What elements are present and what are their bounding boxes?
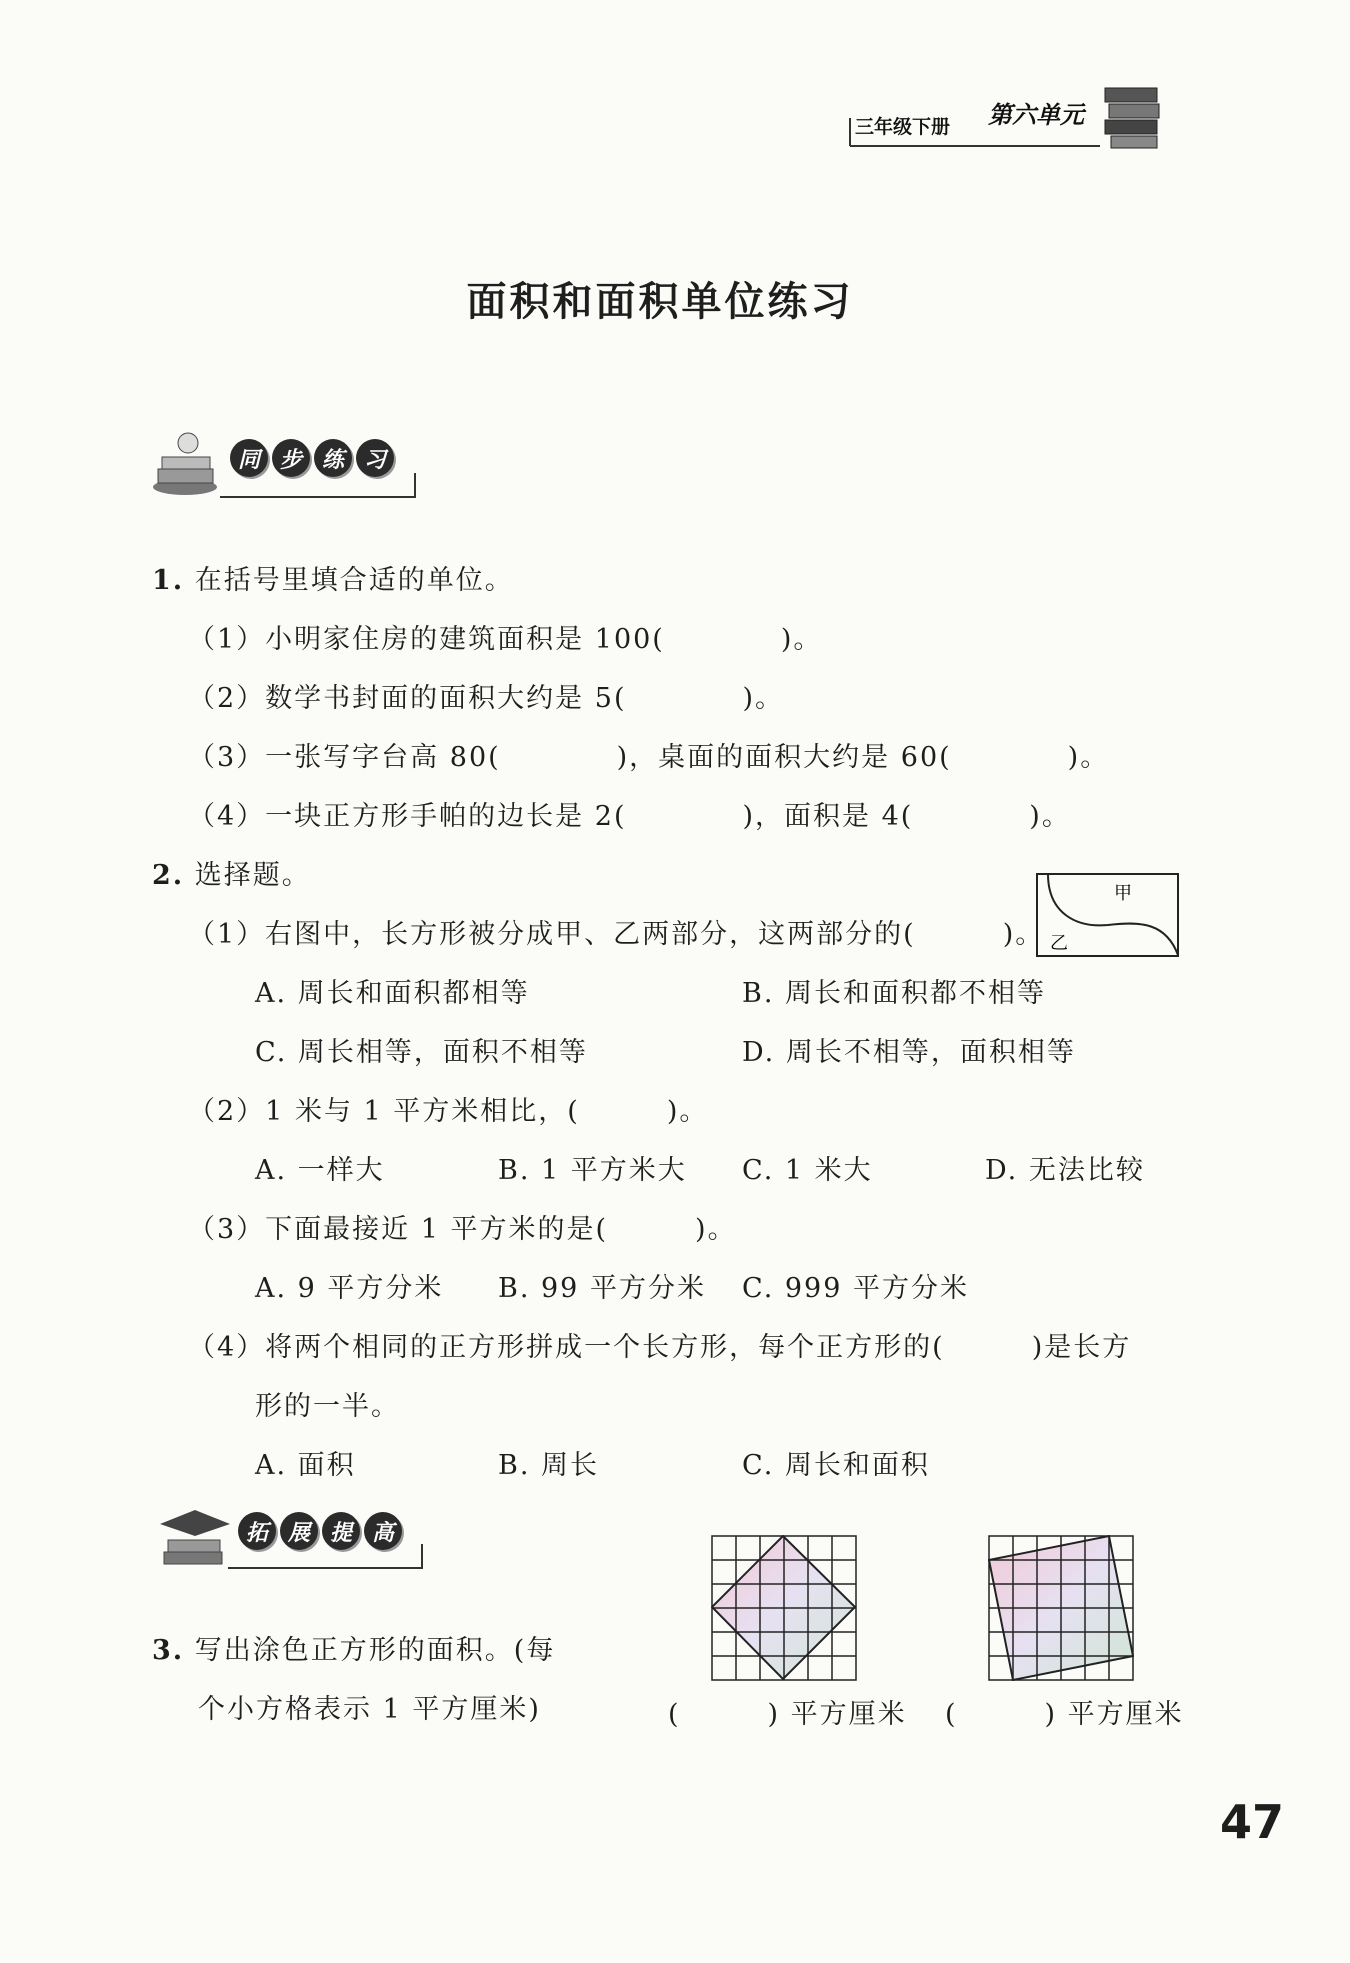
q2-sub4-line2: 形的一半。 bbox=[255, 1391, 400, 1422]
label-yi: 乙 bbox=[1050, 933, 1068, 954]
q2-sub2-option-d: D. 无法比较 bbox=[985, 1155, 1145, 1186]
grade-label: 三年级下册 bbox=[855, 116, 951, 138]
q2-sub3-option-b: B. 99 平方分米 bbox=[498, 1273, 706, 1304]
badge-char: 提 bbox=[322, 1512, 360, 1550]
badge-char: 练 bbox=[314, 439, 352, 477]
q3-number: 3. bbox=[152, 1635, 185, 1666]
q2-stem bbox=[152, 853, 311, 892]
badge-char: 习 bbox=[356, 439, 394, 477]
tilted-square-grid-2 bbox=[988, 1535, 1134, 1681]
q1-stem-text: 在括号里填合适的单位。 bbox=[194, 565, 514, 596]
q2-sub1: （1）右图中，长方形被分成甲、乙两部分，这两部分的( )。 bbox=[188, 919, 1045, 950]
q2-sub2: （2）1 米与 1 平方米相比，( )。 bbox=[188, 1096, 709, 1127]
badge-char: 拓 bbox=[238, 1512, 276, 1550]
q1-item-3: （3）一张写字台高 80( )，桌面的面积大约是 60( )。 bbox=[188, 742, 1110, 773]
tilted-square-grid-1 bbox=[711, 1535, 857, 1681]
q2-sub4-line1: （4）将两个相同的正方形拼成一个长方形，每个正方形的( )是长方 bbox=[188, 1332, 1132, 1363]
q3-line1 bbox=[152, 1628, 555, 1667]
badge-char: 同 bbox=[230, 439, 268, 477]
q2-sub3-option-a: A. 9 平方分米 bbox=[255, 1273, 444, 1304]
q2-sub3-option-c: C. 999 平方分米 bbox=[742, 1273, 969, 1304]
q2-sub4-option-c: C. 周长和面积 bbox=[742, 1450, 930, 1481]
badge-char: 步 bbox=[272, 439, 310, 477]
q2-sub4-option-b: B. 周长 bbox=[498, 1450, 600, 1481]
badge-char: 高 bbox=[364, 1512, 402, 1550]
q2-sub4-option-a: A. 面积 bbox=[255, 1450, 356, 1481]
q2-sub2-option-b: B. 1 平方米大 bbox=[498, 1155, 687, 1186]
unit-label: 第六单元 bbox=[988, 101, 1084, 129]
q2-sub2-option-c: C. 1 米大 bbox=[742, 1155, 873, 1186]
q2-sub3: （3）下面最接近 1 平方米的是( )。 bbox=[188, 1214, 737, 1245]
page-number: 47 bbox=[1220, 1795, 1285, 1849]
q1-item-4: （4）一块正方形手帕的边长是 2( )，面积是 4( )。 bbox=[188, 801, 1071, 832]
q1-number: 1. bbox=[152, 565, 185, 596]
split-rectangle-diagram bbox=[1036, 873, 1180, 959]
q3-answer-2: ( ) 平方厘米 bbox=[945, 1699, 1184, 1730]
q3-line2: 个小方格表示 1 平方厘米) bbox=[198, 1694, 541, 1725]
q2-stem-text: 选择题。 bbox=[194, 860, 311, 891]
q1-item-2: （2）数学书封面的面积大约是 5( )。 bbox=[188, 683, 785, 714]
page-title: 面积和面积单位练习 bbox=[466, 279, 854, 325]
badge-char: 展 bbox=[280, 1512, 318, 1550]
q2-sub1-option-d: D. 周长不相等，面积相等 bbox=[742, 1037, 1076, 1068]
grid-figure-1 bbox=[711, 1535, 857, 1685]
q2-sub1-option-b: B. 周长和面积都不相等 bbox=[742, 978, 1047, 1009]
q1-stem bbox=[152, 558, 514, 597]
label-jia: 甲 bbox=[1114, 883, 1132, 904]
q2-sub2-option-a: A. 一样大 bbox=[255, 1155, 385, 1186]
q3-text: 写出涂色正方形的面积。(每 bbox=[194, 1635, 556, 1666]
q2-sub1-option-a: A. 周长和面积都相等 bbox=[255, 978, 530, 1009]
q2-number: 2. bbox=[152, 860, 185, 891]
q2-sub1-option-c: C. 周长相等，面积不相等 bbox=[255, 1037, 588, 1068]
q2-rectangle-figure bbox=[1036, 873, 1180, 963]
grid-figure-2 bbox=[988, 1535, 1134, 1685]
q3-answer-1: ( ) 平方厘米 bbox=[668, 1699, 907, 1730]
q1-item-1: （1）小明家住房的建筑面积是 100( )。 bbox=[188, 624, 823, 655]
